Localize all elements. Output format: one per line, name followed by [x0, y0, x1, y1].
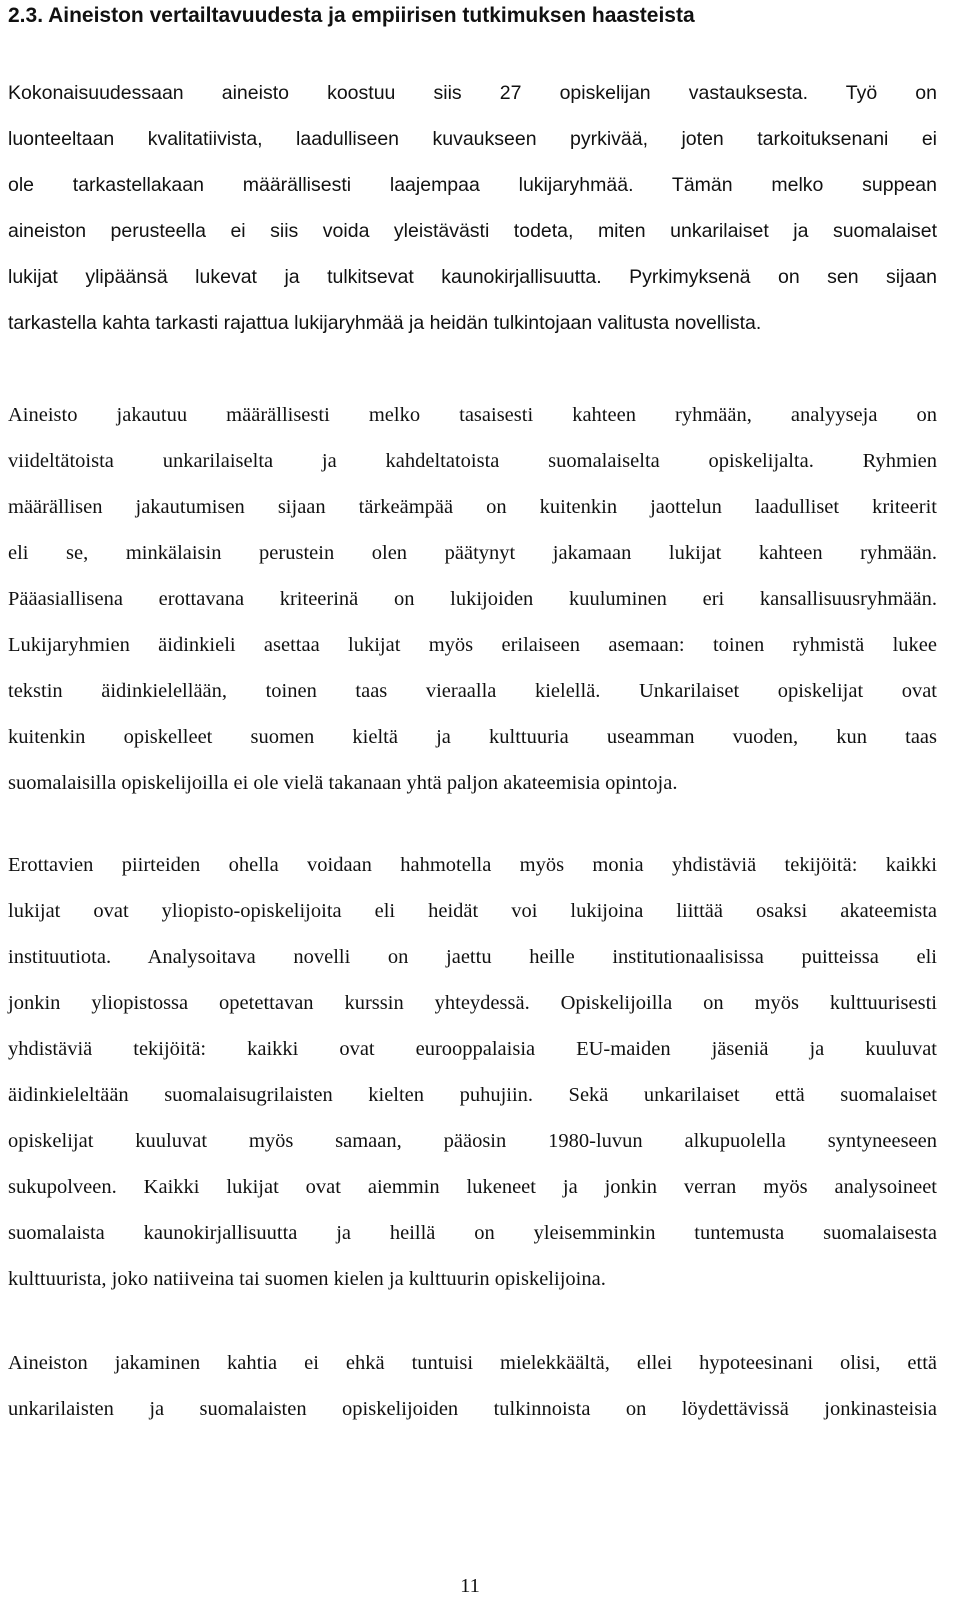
text-line: kulttuurista, joko natiiveina tai suomen kielen ja kulttuurin opiskelijoina.: [8, 1268, 606, 1290]
text-line: Kokonaisuudessaan aineisto koostuu siis 27 opiskelijan vastauksesta. Työ on: [8, 82, 937, 104]
paragraph-4: [8, 1340, 937, 1432]
text-line: lukijat ovat yliopisto-opiskelijoita eli heidät voi lukijoina liittää osaksi akateemista: [8, 900, 937, 922]
page-number: 11: [460, 1575, 480, 1597]
text-line: eli se, minkälaisin perustein olen päätynyt jakamaan lukijat kahteen ryhmään.: [8, 542, 937, 564]
text-line: suomalaista kaunokirjallisuutta ja heillä on yleisemminkin tuntemusta suomalaisesta: [8, 1222, 937, 1244]
paragraph-2: [8, 392, 937, 806]
text-line: äidinkieleltään suomalaisugrilaisten kielten puhujiin. Sekä unkarilaiset että suomalaiset: [8, 1084, 937, 1106]
text-line: unkarilaisten ja suomalaisten opiskelijoiden tulkinnoista on löydettävissä jonkinasteisia: [8, 1398, 937, 1420]
text-line: yhdistäviä tekijöitä: kaikki ovat eurooppalaisia EU-maiden jäseniä ja kuuluvat: [8, 1038, 937, 1060]
text-line: luonteeltaan kvalitatiivista, laadulliseen kuvaukseen pyrkivää, joten tarkoituksenani ei: [8, 128, 937, 150]
text-line: opiskelijat kuuluvat myös samaan, pääosin 1980-luvun alkupuolella syntyneeseen: [8, 1130, 937, 1152]
text-line: Aineiston jakaminen kahtia ei ehkä tuntuisi mielekkäältä, ellei hypoteesinani olisi, että: [8, 1352, 937, 1374]
text-line: aineiston perusteella ei siis voida yleistävästi todeta, miten unkarilaiset ja suomalaiset: [8, 220, 937, 242]
section-heading: 2.3. Aineiston vertailtavuudesta ja empiirisen tutkimuksen haasteista: [8, 4, 695, 27]
text-line: Erottavien piirteiden ohella voidaan hahmotella myös monia yhdistäviä tekijöitä: kaikki: [8, 854, 937, 876]
text-line: Pääasiallisena erottavana kriteerinä on lukijoiden kuuluminen eri kansallisuusryhmään.: [8, 588, 937, 610]
text-line: Aineisto jakautuu määrällisesti melko tasaisesti kahteen ryhmään, analyyseja on: [8, 404, 937, 426]
text-line: instituutiota. Analysoitava novelli on jaettu heille institutionaalisissa puitteissa eli: [8, 946, 937, 968]
text-line: lukijat ylipäänsä lukevat ja tulkitsevat kaunokirjallisuutta. Pyrkimyksenä on sen sijaan: [8, 266, 937, 288]
text-line: viideltätoista unkarilaiselta ja kahdeltatoista suomalaiselta opiskelijalta. Ryhmien: [8, 450, 937, 472]
text-line: tekstin äidinkielellään, toinen taas vieraalla kielellä. Unkarilaiset opiskelijat ovat: [8, 680, 937, 702]
text-line: Lukijaryhmien äidinkieli asettaa lukijat myös erilaiseen asemaan: toinen ryhmistä lukee: [8, 634, 937, 656]
text-line: kuitenkin opiskelleet suomen kieltä ja kulttuuria useamman vuoden, kun taas: [8, 726, 937, 748]
paragraph-1: [8, 70, 937, 346]
text-line: suomalaisilla opiskelijoilla ei ole vielä takanaan yhtä paljon akateemisia opintoja.: [8, 772, 678, 794]
text-line: ole tarkastellakaan määrällisesti laajempaa lukijaryhmää. Tämän melko suppean: [8, 174, 937, 196]
text-line: sukupolveen. Kaikki lukijat ovat aiemmin lukeneet ja jonkin verran myös analysoineet: [8, 1176, 937, 1198]
text-line: määrällisen jakautumisen sijaan tärkeämpää on kuitenkin jaottelun laadulliset kriteerit: [8, 496, 937, 518]
text-line: tarkastella kahta tarkasti rajattua lukijaryhmää ja heidän tulkintojaan valitusta novellista.: [8, 312, 762, 334]
paragraph-3: [8, 842, 937, 1302]
text-line: jonkin yliopistossa opetettavan kurssin yhteydessä. Opiskelijoilla on myös kulttuurisesti: [8, 992, 937, 1014]
